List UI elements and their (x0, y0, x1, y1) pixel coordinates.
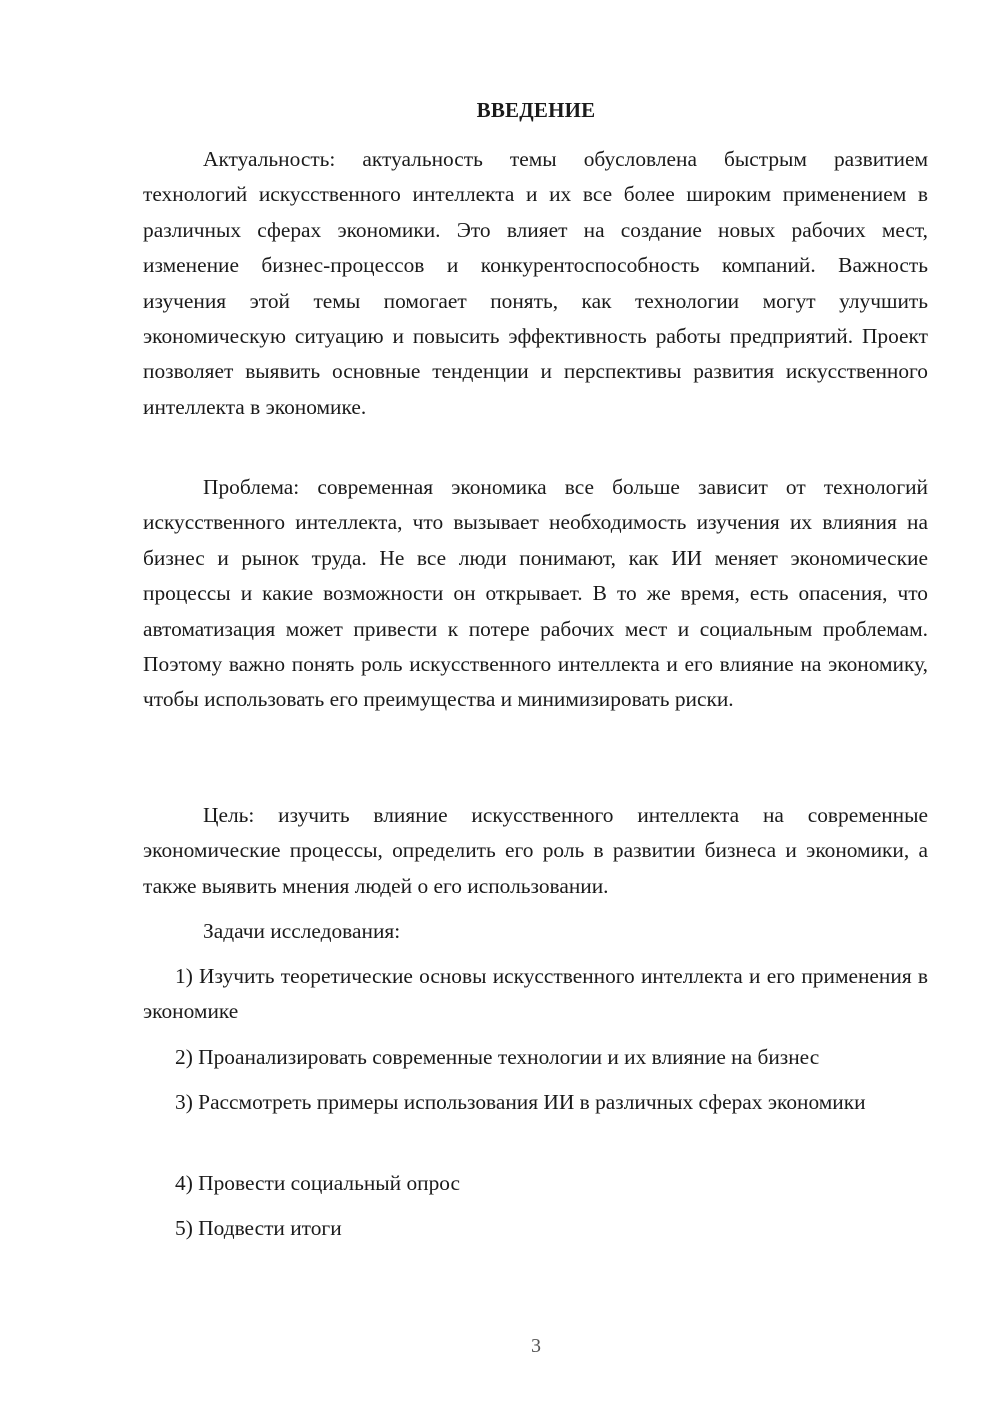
problem-paragraph: Проблема: современная экономика все больше зависит от технологий искусственного интеллекта, что вызывает необходимость изучения их влияния на бизнес и рынок труда. Не все люди понимают, как ИИ меняет экономические процессы и какие возможности он открывает. В то же время, есть опасения, что автоматизация может привести к потере рабочих мест и социальным проблемам. Поэтому важно понять роль искусственного интеллекта и его влияние на экономику, чтобы использовать его преимущества и минимизировать риски. (143, 475, 928, 712)
task-item-2: 2) Проанализировать современные технологии и их влияние на бизнес (175, 1045, 820, 1069)
task-item-1: 1) Изучить теоретические основы искусственного интеллекта и его применения в экономике (143, 964, 928, 1024)
task-item-5: 5) Подвести итоги (175, 1216, 342, 1240)
page-number: 3 (531, 1335, 541, 1357)
tasks-heading: Задачи исследования: (203, 919, 401, 943)
task-item-3: 3) Рассмотреть примеры использования ИИ в различных сферах экономики (175, 1090, 866, 1114)
task-item-4: 4) Провести социальный опрос (175, 1171, 461, 1195)
relevance-paragraph: Актуальность: актуальность темы обусловлена быстрым развитием технологий искусственного интеллекта и их все более широким применением в различных сферах экономики. Это влияет на создание новых рабочих мест, изменение бизнес-процессов и конкурентоспособность компаний. Важность изучения этой темы помогает понять, как технологии могут улучшить экономическую ситуацию и повысить эффективность работы предприятий. Проект позволяет выявить основные тенденции и перспективы развития искусственного интеллекта в экономике. (143, 147, 928, 419)
goal-paragraph: Цель: изучить влияние искусственного интеллекта на современные экономические процессы, определить его роль в развитии бизнеса и экономики, а также выявить мнения людей о его использовании. (143, 803, 928, 898)
page-title: ВВЕДЕНИЕ (476, 98, 596, 122)
